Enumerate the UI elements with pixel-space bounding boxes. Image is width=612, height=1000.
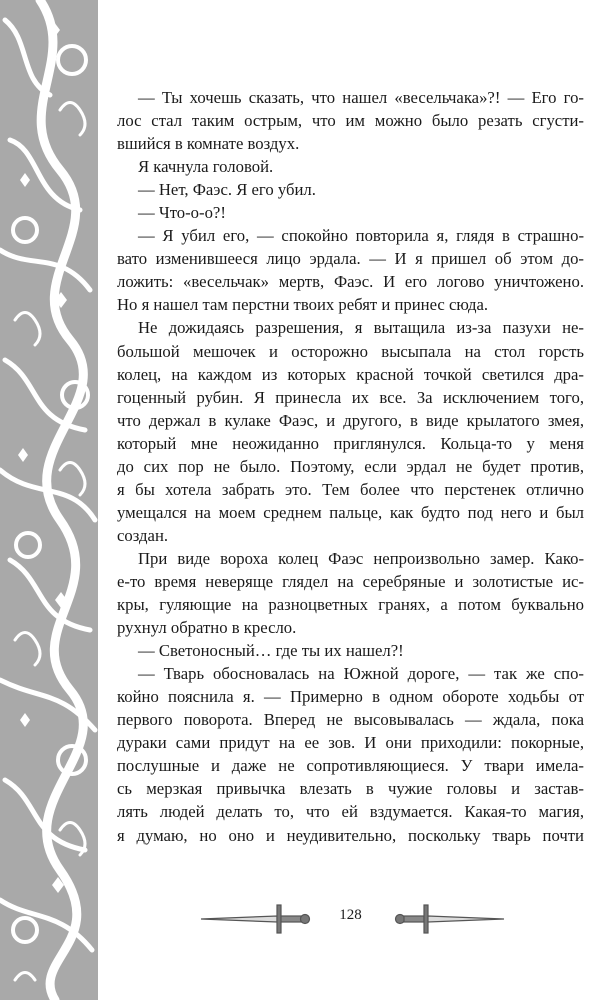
floral-ornament-icon <box>0 0 98 1000</box>
text-line: Не дожидаясь разрешения, я вытащила из-за пазухи не- <box>138 318 584 338</box>
text-line: большой мешочек и осторожно высыпала на стол горсть <box>117 341 584 361</box>
text-line: — Нет, Фаэс. Я его убил. <box>138 180 316 200</box>
text-line: лос стал таким острым, что им можно было резать сгусти- <box>117 111 584 131</box>
text-line: создан. <box>117 525 169 545</box>
text-line: я бы хотела забрать это. Тем более что перстенек отлично <box>117 479 584 499</box>
text-line: ложить: «весельчак» мертв, Фаэс. И его логово уничтожено. <box>117 272 584 292</box>
text-line: колец, на каждом из которых красной точкой светился дра- <box>117 364 584 384</box>
floral-ornament-band <box>0 0 98 1000</box>
text-line: — Я убил его, — спокойно повторила я, глядя в страшно- <box>138 226 584 246</box>
text-line: — Светоносный… где ты их нашел?! <box>138 641 404 661</box>
text-line: койно пояснила я. — Примерно в одном обороте ходьбы от <box>117 687 584 707</box>
text-line: я думаю, но оно и неудивительно, поскольку тварь почти <box>117 825 584 845</box>
text-line: рухнул обратно в кресло. <box>117 618 297 638</box>
text-line: сь мерзкая привычка влезать в чужие головы и застав- <box>117 779 584 799</box>
text-line: что держал в кулаке Фаэс, и другого, в виде крылатого змея, <box>117 410 584 430</box>
text-line: Но я нашел там перстни твоих ребят и принес сюда. <box>117 295 489 315</box>
text-line: — Ты хочешь сказать, что нашел «весельчака»?! — Его го- <box>138 88 584 107</box>
text-line: — Что-о-о?! <box>138 203 226 223</box>
body-text <box>117 86 584 847</box>
text-line: вшийся в комнате воздух. <box>117 134 300 154</box>
text-line: е-то время неверяще глядел на серебряные и золотистые ис- <box>117 571 584 591</box>
text-line: до сих пор не было. Поэтому, если эрдал не будет против, <box>117 456 584 476</box>
text-line: дураки сами придут на ее зов. И они приходили: покорные, <box>117 733 584 753</box>
text-line: вато изменившееся лицо эрдала. — И я пришел об этом до- <box>117 249 584 269</box>
text-line: кры, гуляющие на разноцветных гранях, а потом буквально <box>117 595 584 615</box>
page-footer <box>117 895 584 955</box>
text-line: который мне неожиданно приглянулся. Кольца-то у меня <box>117 433 584 453</box>
text-line: лять людей делать то, что ей вздумается. Какая-то магия, <box>117 802 584 822</box>
text-line: первого поворота. Вперед не высовывалась — ждала, пока <box>117 710 584 730</box>
page-number: 128 <box>339 907 362 923</box>
sword-right-icon <box>391 895 506 941</box>
text-line: При виде вороха колец Фаэс непроизвольно замер. Како- <box>138 548 584 568</box>
text-line: умещался на моем среднем пальце, как будто под него и был <box>117 502 584 522</box>
text-line: — Тварь обосновалась на Южной дороге, — так же спо- <box>138 664 584 684</box>
text-line: послушные и даже не сопротивляющиеся. У твари имела- <box>117 756 584 776</box>
text-line: Я качнула головой. <box>138 157 274 177</box>
text-line: гоценный рубин. Я принесла их все. За исключением того, <box>117 387 584 407</box>
